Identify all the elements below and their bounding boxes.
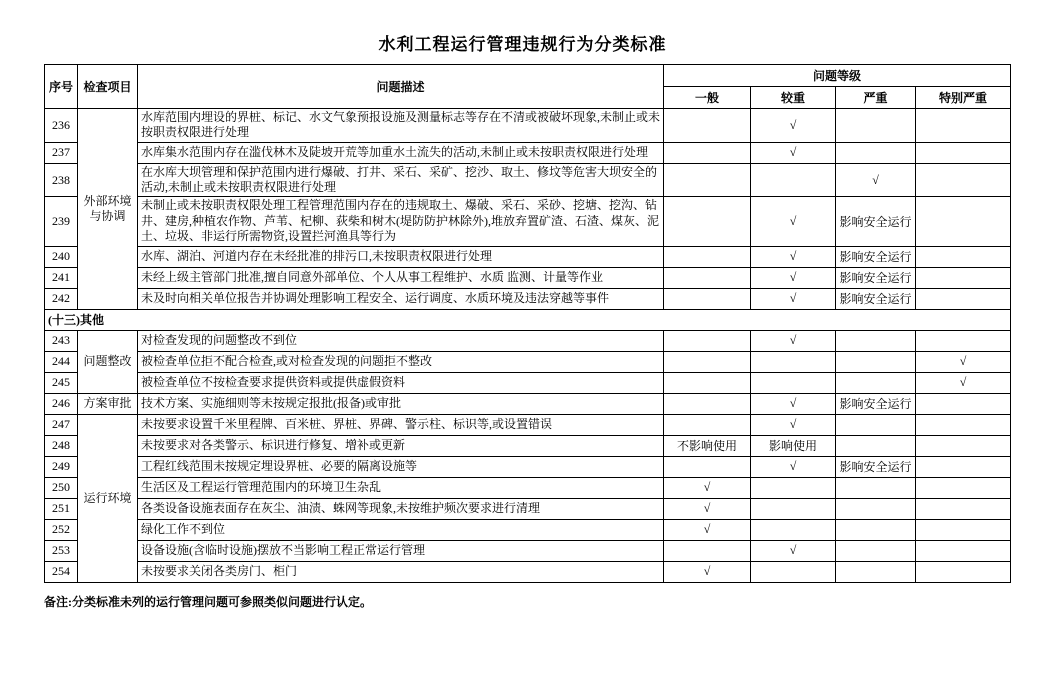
grade-cell-general <box>664 267 751 288</box>
grade-cell-serious: 影响安全运行 <box>836 456 916 477</box>
grade-cell-serious <box>836 142 916 163</box>
problem-description: 绿化工作不到位 <box>138 519 664 540</box>
grade-cell-extreme <box>916 197 1011 246</box>
grade-cell-general: √ <box>664 561 751 582</box>
problem-description: 被检查单位不按检查要求提供资料或提供虚假资料 <box>138 372 664 393</box>
grade-cell-moderate <box>751 498 836 519</box>
grade-cell-serious <box>836 372 916 393</box>
table-row <box>45 456 1011 477</box>
grade-cell-general <box>664 330 751 351</box>
inspection-item-label: 问题整改 <box>78 330 138 393</box>
grade-cell-extreme <box>916 393 1011 414</box>
table-row <box>45 540 1011 561</box>
problem-description: 工程红线范围未按规定埋设界桩、必要的隔离设施等 <box>138 456 664 477</box>
column-header-grade-extreme: 特别严重 <box>916 87 1011 109</box>
grade-cell-serious: √ <box>836 163 916 197</box>
grade-cell-general <box>664 456 751 477</box>
grade-cell-extreme <box>916 519 1011 540</box>
table-row <box>45 414 1011 435</box>
problem-description: 技术方案、实施细则等未按规定报批(报备)或审批 <box>138 393 664 414</box>
problem-description: 在水库大坝管理和保护范围内进行爆破、打井、采石、采矿、挖沙、取土、修坟等危害大坝安全的活动,未制止或未按职责权限进行处理 <box>138 163 664 197</box>
grade-cell-general: √ <box>664 477 751 498</box>
grade-cell-moderate: √ <box>751 540 836 561</box>
grade-cell-moderate: √ <box>751 142 836 163</box>
problem-description: 未及时向相关单位报告并协调处理影响工程安全、运行调度、水质环境及违法穿越等事件 <box>138 288 664 309</box>
grade-cell-moderate <box>751 477 836 498</box>
table-row <box>45 142 1011 163</box>
grade-cell-serious <box>836 109 916 143</box>
grade-cell-extreme: √ <box>916 351 1011 372</box>
row-serial: 254 <box>45 561 78 582</box>
grade-cell-extreme <box>916 456 1011 477</box>
grade-cell-extreme <box>916 414 1011 435</box>
grade-cell-moderate <box>751 561 836 582</box>
grade-cell-general <box>664 197 751 246</box>
grade-cell-extreme <box>916 246 1011 267</box>
document-page <box>0 30 1045 688</box>
problem-description: 未经上级主管部门批准,擅自同意外部单位、个人从事工程维护、水质 监测、计量等作业 <box>138 267 664 288</box>
table-row <box>45 109 1011 143</box>
grade-cell-serious <box>836 330 916 351</box>
problem-description: 未按要求关闭各类房门、柜门 <box>138 561 664 582</box>
problem-description: 生活区及工程运行管理范围内的环境卫生杂乱 <box>138 477 664 498</box>
problem-description: 各类设备设施表面存在灰尘、油渍、蛛网等现象,未按维护频次要求进行清理 <box>138 498 664 519</box>
row-serial: 243 <box>45 330 78 351</box>
table-row <box>45 351 1011 372</box>
problem-description: 被检查单位拒不配合检查,或对检查发现的问题拒不整改 <box>138 351 664 372</box>
grade-cell-extreme <box>916 540 1011 561</box>
grade-cell-moderate: √ <box>751 267 836 288</box>
grade-cell-general: √ <box>664 519 751 540</box>
header-row-1 <box>45 65 1011 87</box>
grade-cell-general <box>664 109 751 143</box>
grade-cell-moderate: √ <box>751 456 836 477</box>
grade-cell-general <box>664 393 751 414</box>
row-serial: 241 <box>45 267 78 288</box>
grade-cell-general <box>664 246 751 267</box>
row-serial: 239 <box>45 197 78 246</box>
row-serial: 250 <box>45 477 78 498</box>
column-header-item: 检查项目 <box>78 65 138 109</box>
row-serial: 249 <box>45 456 78 477</box>
inspection-item-label: 方案审批 <box>78 393 138 414</box>
table-row <box>45 393 1011 414</box>
grade-cell-extreme <box>916 330 1011 351</box>
grade-cell-moderate: 影响使用 <box>751 435 836 456</box>
grade-cell-extreme <box>916 561 1011 582</box>
section-row <box>45 309 1011 330</box>
grade-cell-moderate: √ <box>751 288 836 309</box>
row-serial: 245 <box>45 372 78 393</box>
row-serial: 242 <box>45 288 78 309</box>
grade-cell-serious <box>836 435 916 456</box>
grade-cell-serious <box>836 540 916 561</box>
table-row <box>45 372 1011 393</box>
grade-cell-moderate: √ <box>751 197 836 246</box>
inspection-item-label: 外部环境与协调 <box>78 109 138 310</box>
grade-cell-extreme: √ <box>916 372 1011 393</box>
grade-cell-extreme <box>916 109 1011 143</box>
grade-cell-extreme <box>916 288 1011 309</box>
table-row <box>45 477 1011 498</box>
grade-cell-extreme <box>916 435 1011 456</box>
column-header-description: 问题描述 <box>138 65 664 109</box>
table-row <box>45 288 1011 309</box>
grade-cell-general <box>664 540 751 561</box>
row-serial: 237 <box>45 142 78 163</box>
row-serial: 244 <box>45 351 78 372</box>
row-serial: 236 <box>45 109 78 143</box>
grade-cell-serious: 影响安全运行 <box>836 288 916 309</box>
row-serial: 246 <box>45 393 78 414</box>
grade-cell-general <box>664 414 751 435</box>
grade-cell-serious <box>836 477 916 498</box>
row-serial: 238 <box>45 163 78 197</box>
grade-cell-serious <box>836 519 916 540</box>
grade-cell-extreme <box>916 477 1011 498</box>
problem-description: 对检查发现的问题整改不到位 <box>138 330 664 351</box>
grade-cell-moderate: √ <box>751 393 836 414</box>
inspection-item-label: 运行环境 <box>78 414 138 582</box>
table-row <box>45 267 1011 288</box>
problem-description: 水库、湖泊、河道内存在未经批准的排污口,未按职责权限进行处理 <box>138 246 664 267</box>
grade-cell-serious: 影响安全运行 <box>836 267 916 288</box>
grade-cell-extreme <box>916 163 1011 197</box>
table-row <box>45 197 1011 246</box>
table-row <box>45 498 1011 519</box>
grade-cell-extreme <box>916 267 1011 288</box>
grade-cell-moderate: √ <box>751 246 836 267</box>
problem-description: 水库集水范围内存在滥伐林木及陡坡开荒等加重水土流失的活动,未制止或未按职责权限进行处理 <box>138 142 664 163</box>
grade-cell-moderate <box>751 519 836 540</box>
grade-cell-general <box>664 142 751 163</box>
problem-description: 水库范围内埋设的界桩、标记、水文气象预报设施及测量标志等存在不清或被破坏现象,未制止或未按职责权限进行处理 <box>138 109 664 143</box>
grade-cell-general: 不影响使用 <box>664 435 751 456</box>
row-serial: 252 <box>45 519 78 540</box>
row-serial: 251 <box>45 498 78 519</box>
grade-cell-extreme <box>916 142 1011 163</box>
footnote: 备注:分类标准未列的运行管理问题可参照类似问题进行认定。 <box>44 594 372 609</box>
table-row <box>45 246 1011 267</box>
grade-cell-moderate: √ <box>751 109 836 143</box>
grade-cell-serious <box>836 351 916 372</box>
grade-cell-general <box>664 163 751 197</box>
grade-cell-serious: 影响安全运行 <box>836 197 916 246</box>
table-row <box>45 561 1011 582</box>
table-body <box>45 109 1011 583</box>
grade-cell-moderate <box>751 163 836 197</box>
grade-cell-serious <box>836 561 916 582</box>
problem-description: 未按要求设置千米里程牌、百米桩、界桩、界碑、警示柱、标识等,或设置错误 <box>138 414 664 435</box>
problem-description: 设备设施(含临时设施)摆放不当影响工程正常运行管理 <box>138 540 664 561</box>
row-serial: 253 <box>45 540 78 561</box>
classification-table <box>44 64 1011 583</box>
grade-cell-general <box>664 288 751 309</box>
grade-cell-extreme <box>916 498 1011 519</box>
grade-cell-serious: 影响安全运行 <box>836 393 916 414</box>
section-label: (十三)其他 <box>45 309 1011 330</box>
table-row <box>45 330 1011 351</box>
grade-cell-serious <box>836 414 916 435</box>
grade-cell-general <box>664 372 751 393</box>
column-header-grade-general: 一般 <box>664 87 751 109</box>
row-serial: 247 <box>45 414 78 435</box>
grade-cell-moderate <box>751 351 836 372</box>
problem-description: 未按要求对各类警示、标识进行修复、增补或更新 <box>138 435 664 456</box>
table-row <box>45 163 1011 197</box>
grade-cell-general: √ <box>664 498 751 519</box>
table-row <box>45 519 1011 540</box>
page-title: 水利工程运行管理违规行为分类标准 <box>378 35 667 54</box>
table-row <box>45 435 1011 456</box>
column-header-grade-serious: 严重 <box>836 87 916 109</box>
column-header-serial: 序号 <box>45 65 78 109</box>
column-header-grade-group: 问题等级 <box>664 65 1011 87</box>
row-serial: 248 <box>45 435 78 456</box>
column-header-grade-moderate: 较重 <box>751 87 836 109</box>
grade-cell-serious <box>836 498 916 519</box>
grade-cell-moderate: √ <box>751 330 836 351</box>
row-serial: 240 <box>45 246 78 267</box>
problem-description: 未制止或未按职责权限处理工程管理范围内存在的违规取土、爆破、采石、采砂、挖塘、挖沟、钻井、建房,种植农作物、芦苇、杞柳、荻柴和树木(堤防防护林除外),堆放弃置矿渣、石渣、煤灰、泥土、垃圾、非运行所需物资,设置拦河渔具等行为 <box>138 197 664 246</box>
grade-cell-moderate: √ <box>751 414 836 435</box>
grade-cell-serious: 影响安全运行 <box>836 246 916 267</box>
grade-cell-moderate <box>751 372 836 393</box>
grade-cell-general <box>664 351 751 372</box>
